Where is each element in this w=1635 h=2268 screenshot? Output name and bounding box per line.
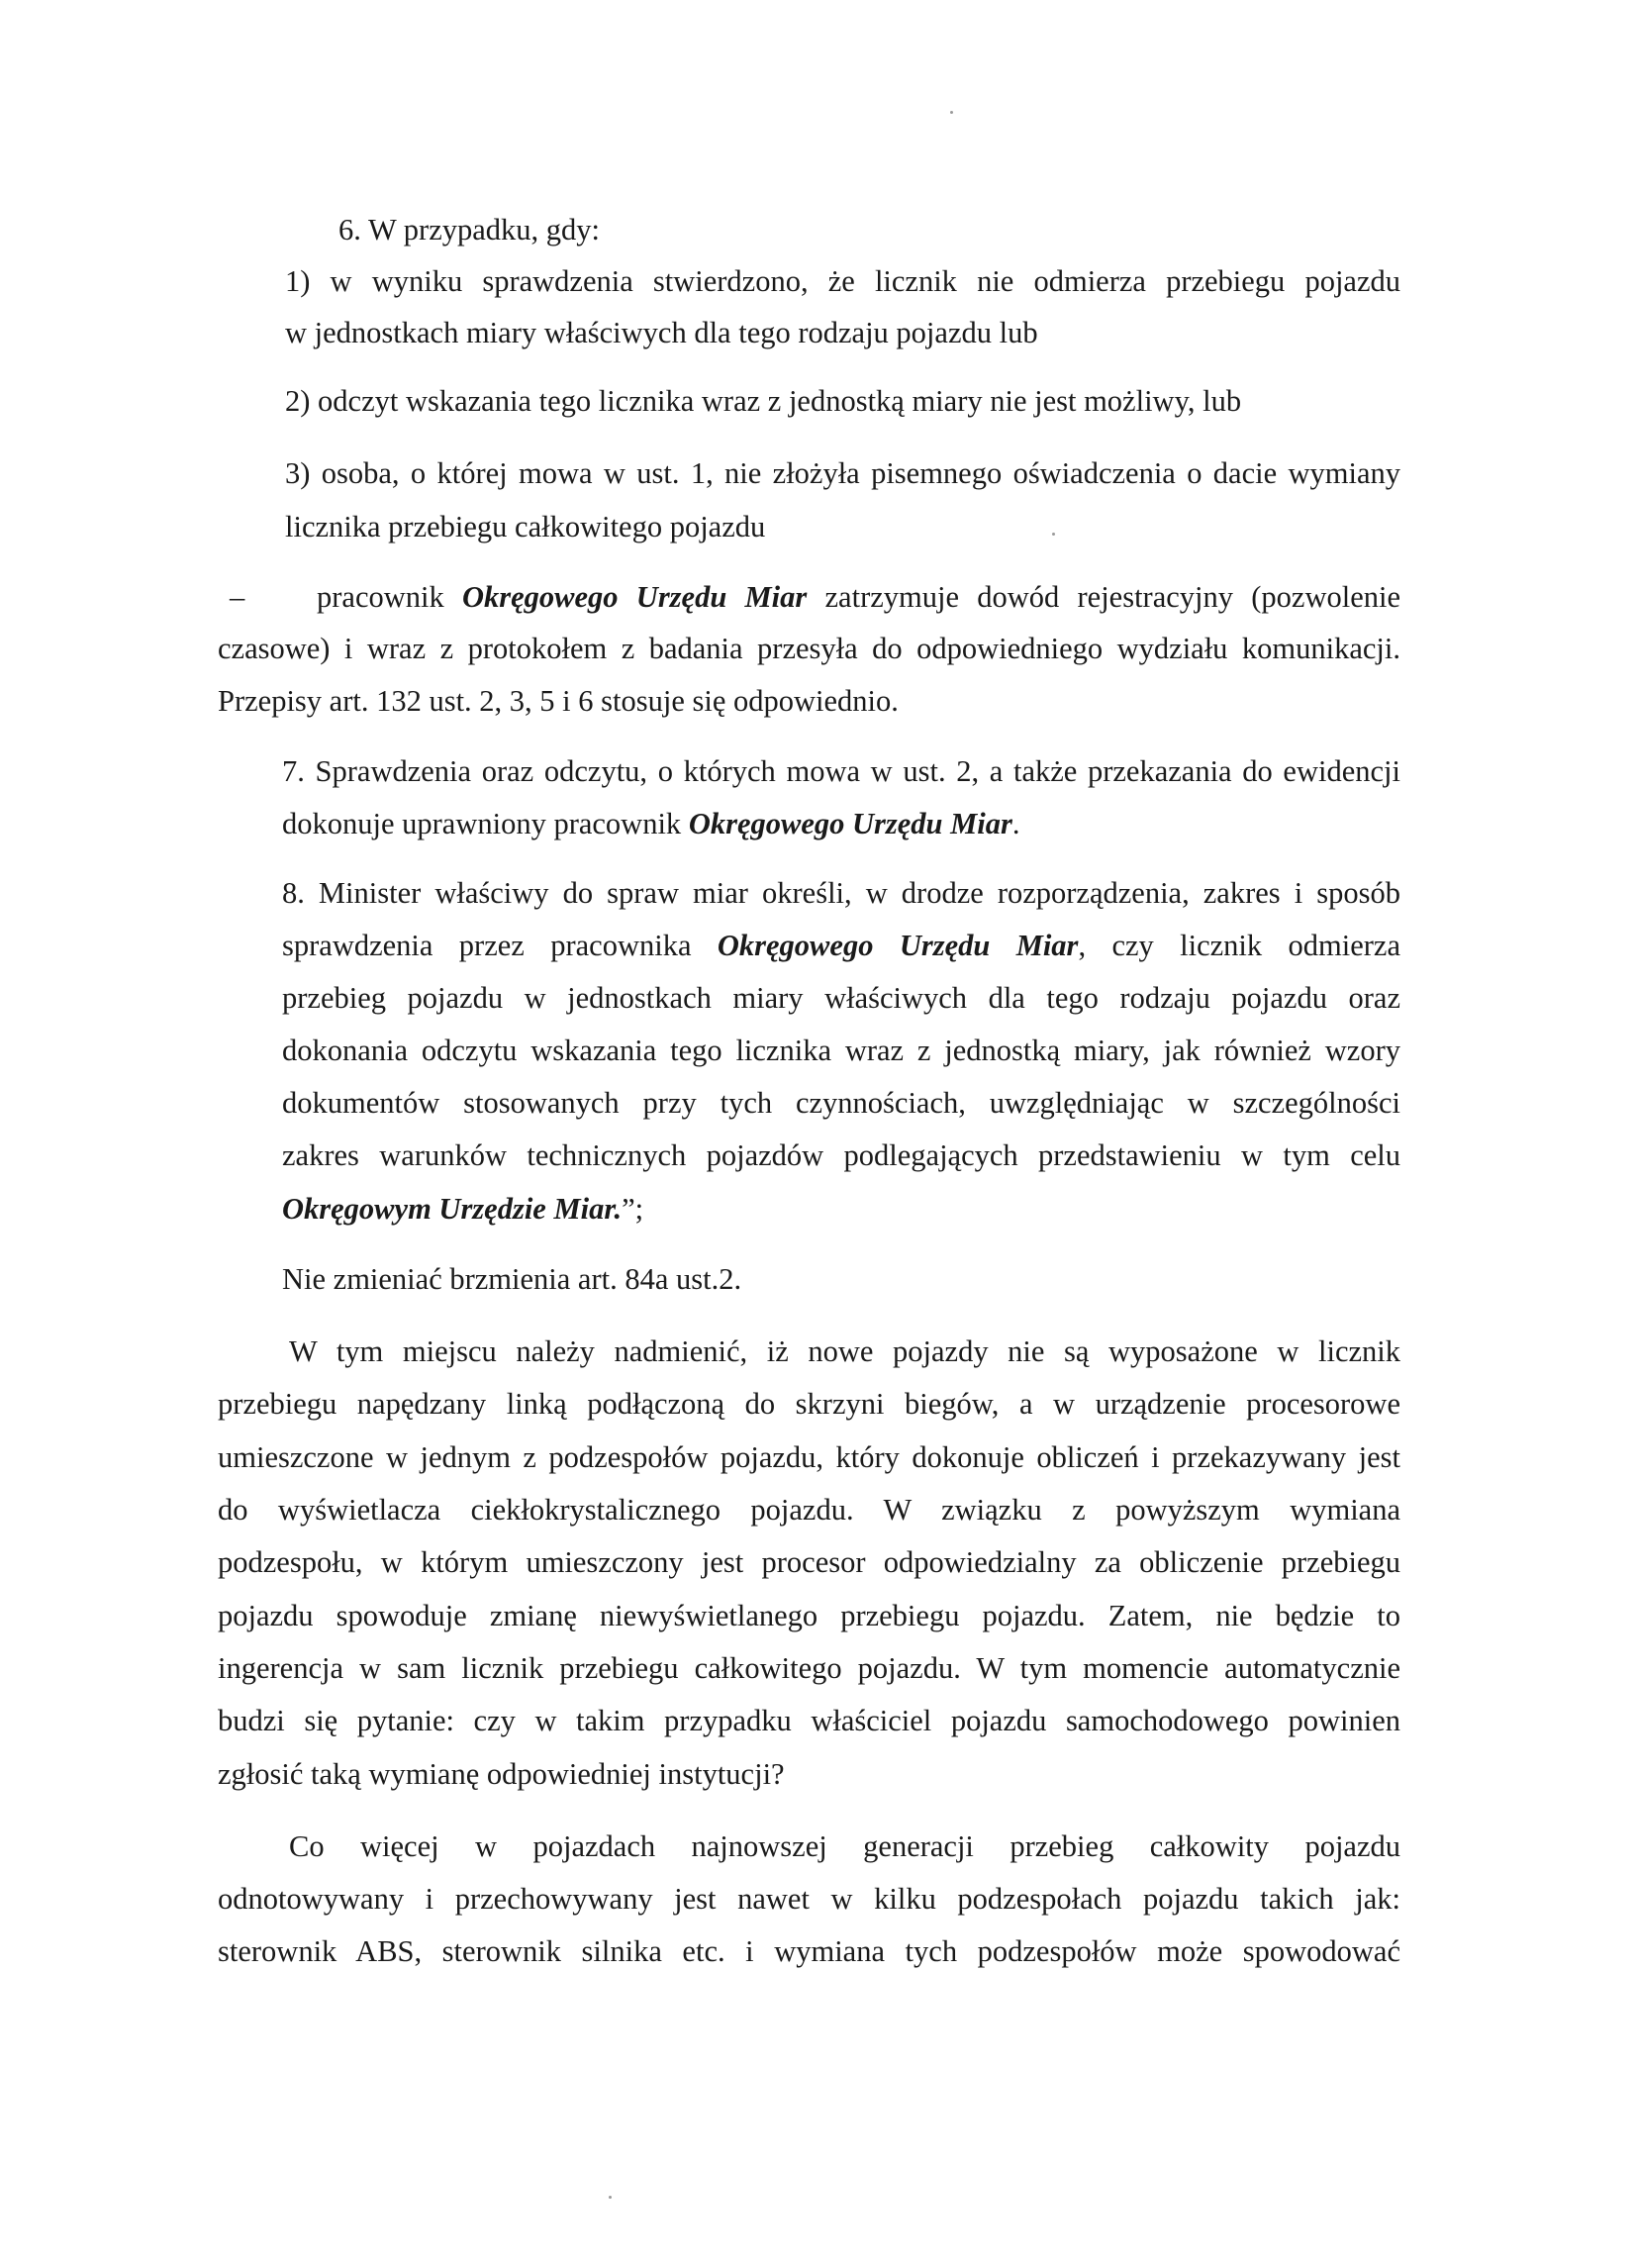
section-8-line-6: zakres warunków technicznych pojazdów podlegających przedstawieniu w tym celu — [282, 1138, 1400, 1172]
para-1-line: podzespołu, w którym umieszczony jest procesor odpowiedzialny za obliczenie przebiegu — [218, 1545, 1400, 1579]
dash-marker: – — [230, 580, 245, 614]
item-1-line-1: 1) w wyniku sprawdzenia stwierdzono, że licznik nie odmierza przebiegu pojazdu — [285, 264, 1400, 298]
section-7-line-1: 7. Sprawdzenia oraz odczytu, o których mowa w ust. 2, a także przekazania do ewidencji — [282, 754, 1400, 788]
para-1-line: przebiegu napędzany linką podłączoną do skrzyni biegów, a w urządzenie procesorowe — [218, 1387, 1400, 1421]
para-2-line: sterownik ABS, sterownik silnika etc. i wymiana tych podzespołów może spowodować — [218, 1934, 1400, 1968]
result-line-1: pracownik Okręgowego Urzędu Miar zatrzymuje dowód rejestracyjny (pozwolenie — [317, 580, 1400, 614]
section-8-line-5: dokumentów stosowanych przy tych czynnościach, uwzględniając w szczególności — [282, 1086, 1400, 1120]
para-2-line: odnotowywany i przechowywany jest nawet w kilku podzespołach pojazdu takich jak: — [218, 1882, 1400, 1916]
scan-speck — [1052, 533, 1055, 536]
item-2: 2) odczyt wskazania tego licznika wraz z jednostką miary nie jest możliwy, lub — [285, 384, 1242, 418]
office-name-emphasis: Okręgowego Urzędu Miar — [461, 580, 808, 614]
item-3-line-2: licznika przebiegu całkowitego pojazdu — [285, 510, 766, 543]
section-8-line-7: Okręgowym Urzędzie Miar.”; — [282, 1192, 644, 1226]
result-line-2: czasowe) i wraz z protokołem z badania przesyła do odpowiedniego wydziału komunikacji. — [218, 632, 1400, 665]
para-1-line: pojazdu spowoduje zmianę niewyświetlanego przebiegu pojazdu. Zatem, nie będzie to — [218, 1599, 1400, 1632]
result-line-3: Przepisy art. 132 ust. 2, 3, 5 i 6 stosuje się odpowiednio. — [218, 684, 899, 718]
para-1-line: zgłosić taką wymianę odpowiedniej instytucji? — [218, 1757, 785, 1791]
note-line: Nie zmieniać brzmienia art. 84a ust.2. — [282, 1262, 742, 1296]
item-3-line-1: 3) osoba, o której mowa w ust. 1, nie złożyła pisemnego oświadczenia o dacie wymiany — [285, 456, 1400, 490]
para-1-line: ingerencja w sam licznik przebiegu całkowitego pojazdu. W tym momencie automatycznie — [218, 1651, 1400, 1685]
para-1-line: do wyświetlacza ciekłokrystalicznego pojazdu. W związku z powyższym wymiana — [218, 1493, 1400, 1527]
section-8-line-2: sprawdzenia przez pracownika Okręgowego Urzędu Miar, czy licznik odmierza — [282, 929, 1400, 962]
section-7-line-2: dokonuje uprawniony pracownik Okręgowego Urzędu Miar. — [282, 807, 1020, 840]
item-1-line-2: w jednostkach miary właściwych dla tego rodzaju pojazdu lub — [285, 316, 1038, 349]
section-8-line-4: dokonania odczytu wskazania tego licznika wraz z jednostką miary, jak również wzory — [282, 1034, 1400, 1067]
para-1-line: W tym miejscu należy nadmienić, iż nowe pojazdy nie są wyposażone w licznik — [289, 1334, 1400, 1368]
scan-speck — [950, 111, 953, 114]
para-2-line: Co więcej w pojazdach najnowszej generacji przebieg całkowity pojazdu — [289, 1829, 1400, 1863]
para-1-line: budzi się pytanie: czy w takim przypadku właściciel pojazdu samochodowego powinien — [218, 1704, 1400, 1737]
section-8-line-3: przebieg pojazdu w jednostkach miary właściwych dla tego rodzaju pojazdu oraz — [282, 981, 1400, 1015]
office-name-emphasis: Okręgowego Urzędu Miar — [688, 807, 1012, 840]
section-8-line-1: 8. Minister właściwy do spraw miar określi, w drodze rozporządzenia, zakres i sposób — [282, 876, 1400, 910]
para-1-line: umieszczone w jednym z podzespołów pojazdu, który dokonuje obliczeń i przekazywany jest — [218, 1440, 1400, 1474]
office-name-emphasis: Okręgowego Urzędu Miar — [717, 929, 1079, 962]
section-6-intro: 6. W przypadku, gdy: — [338, 213, 601, 247]
scan-speck — [609, 2196, 612, 2199]
office-name-emphasis: Okręgowym Urzędzie Miar. — [282, 1192, 623, 1226]
